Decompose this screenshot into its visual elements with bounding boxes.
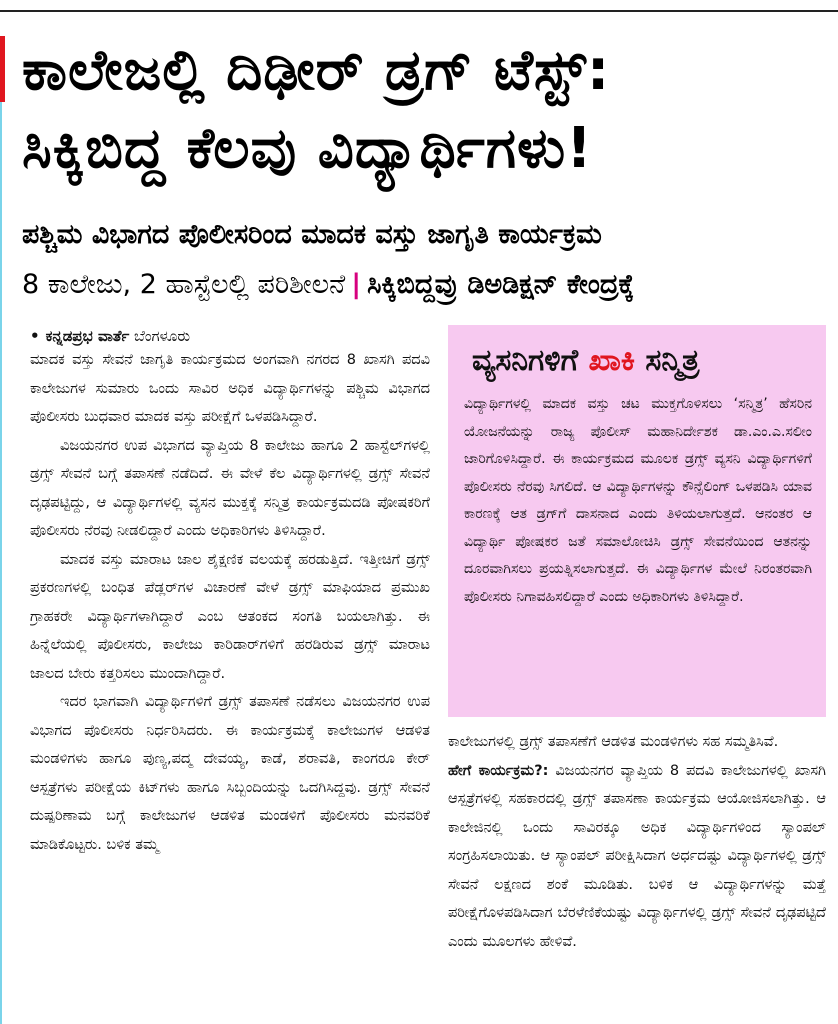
- headline-line-1: ಕಾಲೇಜಲ್ಲಿ ದಿಢೀರ್ ಡ್ರಗ್ ಟೆಸ್ಟ್:: [22, 38, 611, 103]
- subheadline-1: ಪಶ್ಚಿಮ ವಿಭಾಗದ ಪೊಲೀಸರಿಂದ ಮಾದಕ ವಸ್ತು ಜಾಗೃತಿ ಕಾರ್ಯಕ್ರಮ: [22, 219, 602, 250]
- subheadline-2-right: ಸಿಕ್ಕಿಬಿದ್ದವ್ರು ಡಿಅಡಿಕ್ಷನ್ ಕೇಂದ್ರಕ್ಕೆ: [367, 269, 635, 300]
- article-left-column: [30, 346, 430, 1022]
- section-kicker: ಹೇಗೆ ಕಾರ್ಯಕ್ರಮ?:: [448, 762, 549, 779]
- headline-accent-bar: [0, 36, 5, 102]
- article-paragraph: ಇದರ ಭಾಗವಾಗಿ ವಿದ್ಯಾರ್ಥಿಗಳಿಗೆ ಡ್ರಗ್ಸ್ ತಪಾಸಣೆ ನಡೆಸಲು ವಿಜಯನಗರ ಉಪ ವಿಭಾಗದ ಪೊಲೀಸರು ನಿರ್ಧರಿಸಿದರು. ಈ ಕಾರ್ಯಕ್ರಮಕ್ಕೆ ಕಾಲೇಜುಗಳ ಆಡಳಿತ ಮಂಡಳಿಗಳು ಹಾಗೂ ಪುಣ್ಯ,ಪದ್ಮ ದೇವಯ್ಯ, ಕಾಡೆ, ಶರಾವತಿ, ಕಾಂಗರೂ ಕೇರ್ ಆಸ್ಪತ್ರೆಗಳು ಪರೀಕ್ಷೆಯ ಕಿಟ್‌ಗಳು ಹಾಗೂ ಸಿಬ್ಬಂದಿಯನ್ನು ಒದಗಿಸಿದ್ದವು. ಡ್ರಗ್ಸ್ ಸೇವನೆ ದುಷ್ಪರಿಣಾಮ ಬಗ್ಗೆ ಕಾಲೇಜುಗಳ ಆಡಳಿತ ಮಂಡಳಿಗೆ ಪೊಲೀಸರು ಮನವರಿಕೆ ಮಾಡಿಕೊಟ್ಟರು. ಬಳಿಕ ತಮ್ಮ: [30, 694, 430, 853]
- article-paragraph: ಕಾಲೇಜುಗಳಲ್ಲಿ ಡ್ರಗ್ಸ್ ತಪಾಸಣೆಗೆ ಆಡಳಿತ ಮಂಡಳಿಗಳು ಸಹ ಸಮ್ಮತಿಸಿವೆ.: [448, 734, 779, 750]
- sidebar-title-highlight: ಖಾಕಿ: [588, 343, 635, 378]
- article-right-column: [448, 728, 826, 1022]
- byline: [30, 325, 190, 347]
- article-paragraph: ಮಾದಕ ವಸ್ತು ಸೇವನೆ ಜಾಗೃತಿ ಕಾರ್ಯಕ್ರಮದ ಅಂಗವಾಗಿ ನಗರದ 8 ಖಾಸಗಿ ಪದವಿ ಕಾಲೇಜುಗಳ ಸುಮಾರು ಒಂದು ಸಾವಿರ ಅಧಿಕ ವಿದ್ಯಾರ್ಥಿಗಳನ್ನು ಪಶ್ಚಿಮ ವಿಭಾಗದ ಪೊಲೀಸರು ಬುಧವಾರ ಮಾದಕ ವಸ್ತು ಪರೀಕ್ಷೆಗೆ ಒಳಪಡಿಸಿದ್ದಾರೆ.: [30, 352, 430, 425]
- sidebar-title-part2: ಸನ್ಮಿತ್ರ: [634, 343, 700, 378]
- section-kicker-text: ವಿಜಯನಗರ ವ್ಯಾಪ್ತಿಯ 8 ಪದವಿ ಕಾಲೇಜುಗಳಲ್ಲಿ ಖಾಸಗಿ ಆಸ್ಪತ್ರೆಗಳಲ್ಲಿ ಸಹಕಾರದಲ್ಲಿ ಡ್ರಗ್ಸ್ ತಪಾಸಣಾ ಕಾರ್ಯಕ್ರಮ ಆಯೋಜಿಸಲಾಗಿತ್ತು. ಆ ಕಾಲೇಜಿನಲ್ಲಿ ಒಂದು ಸಾವಿರಕ್ಕೂ ಅಧಿಕ ವಿದ್ಯಾರ್ಥಿಗಳಿಂದ ಸ್ಯಾಂಪಲ್ ಸಂಗ್ರಹಿಸಲಾಯಿತು. ಆ ಸ್ಯಾಂಪಲ್ ಪರೀಕ್ಷಿಸಿದಾಗ ಅರ್ಧದಷ್ಟು ವಿದ್ಯಾರ್ಥಿಗಳಲ್ಲಿ ಡ್ರಗ್ಸ್ ಸೇವನೆ ಲಕ್ಷಣದ ಶಂಕೆ ಮೂಡಿತು. ಬಳಿಕ ಆ ವಿದ್ಯಾರ್ಥಿಗಳನ್ನು ಮತ್ತೆ ಪರೀಕ್ಷೆಗೊಳಪಡಿಸಿದಾಗ ಬೆರಳೆಣಿಕೆಯಷ್ಟು ವಿದ್ಯಾರ್ಥಿಗಳಲ್ಲಿ ಡ್ರಗ್ಸ್ ಸೇವನೆ ದೃಢಪಟ್ಟಿದೆ ಎಂದು ಮೂಲಗಳು ಹೇಳಿವೆ.: [448, 762, 826, 950]
- sidebar-box-title: [472, 341, 699, 381]
- sidebar-box-body: ವಿದ್ಯಾರ್ಥಿಗಳಲ್ಲಿ ಮಾದಕ ವಸ್ತು ಚಟ ಮುಕ್ತಗೊಳಿಸಲು ‘ಸನ್ಮಿತ್ರ’ ಹೆಸರಿನ ಯೋಜನೆಯನ್ನು ರಾಜ್ಯ ಪೊಲೀಸ್ ಮಹಾನಿರ್ದೇಶಕ ಡಾ.ಎಂ.ಎ.ಸಲೀಂ ಜಾರಿಗೊಳಿಸಿದ್ದಾರೆ. ಈ ಕಾರ್ಯಕ್ರಮದ ಮೂಲಕ ಡ್ರಗ್ಸ್ ವ್ಯಸನಿ ವಿದ್ಯಾರ್ಥಿಗಳಿಗೆ ಪೊಲೀಸರು ನೆರವು ಸಿಗಲಿದೆ. ಆ ವಿದ್ಯಾರ್ಥಿಗಳನ್ನು ಕೌನ್ಸೆಲಿಂಗ್ ಒಳಪಡಿಸಿ ಯಾವ ಕಾರಣಕ್ಕೆ ಆತ ಡ್ರಗ್‌ಗೆ ದಾಸನಾದ ಎಂದು ತಿಳಿಯಲಾಗುತ್ತದೆ. ಆನಂತರ ಆ ವಿದ್ಯಾರ್ಥಿ ಪೋಷಕರ ಜತೆ ಸಮಾಲೋಚಿಸಿ ಡ್ರಗ್ಸ್ ಸೇವನೆಯಿಂದ ಆತನನ್ನು ದೂರವಾಗಿಸಲು ಪ್ರಯತ್ನಿಸಲಾಗುತ್ತದೆ. ಈ ವಿದ್ಯಾರ್ಥಿಗಳ ಮೇಲೆ ನಿರಂತರವಾಗಿ ಪೊಲೀಸರು ನಿಗಾವಹಿಸಲಿದ್ದಾರೆ ಎಂದು ಅಧಿಕಾರಿಗಳು ತಿಳಿಸಿದ್ದಾರೆ.: [464, 396, 812, 605]
- headline-line-2: ಸಿಕ್ಕಿಬಿದ್ದ ಕೆಲವು ವಿದ್ಯಾರ್ಥಿಗಳು!: [22, 116, 593, 181]
- article-paragraph: ವಿಜಯನಗರ ಉಪ ವಿಭಾಗದ ವ್ಯಾಪ್ತಿಯ 8 ಕಾಲೇಜು ಹಾಗೂ 2 ಹಾಸ್ಟೆಲ್‌ಗಳಲ್ಲಿ ಡ್ರಗ್ಸ್ ಸೇವನೆ ಬಗ್ಗೆ ತಪಾಸಣೆ ನಡೆದಿದೆ. ಈ ವೇಳೆ ಕೆಲ ವಿದ್ಯಾರ್ಥಿಗಳಲ್ಲಿ ಡ್ರಗ್ಸ್ ಸೇವನೆ ದೃಢಪಟ್ಟಿದ್ದು, ಆ ವಿದ್ಯಾರ್ಥಿಗಳಲ್ಲಿ ವ್ಯಸನ ಮುಕ್ತಕ್ಕೆ ಸನ್ಮಿತ್ರ ಕಾರ್ಯಕ್ರಮದಡಿ ಪೋಷಕರಿಗೆ ಪೊಲೀಸರು ನೆರವು ನೀಡಲಿದ್ದಾರೆ ಎಂದು ಅಧಿಕಾರಿಗಳು ತಿಳಿಸಿದ್ದಾರೆ.: [30, 437, 430, 539]
- article-paragraph: ಮಾದಕ ವಸ್ತು ಮಾರಾಟ ಜಾಲ ಶೈಕ್ಷಣಿಕ ವಲಯಕ್ಕೆ ಹರಡುತ್ತಿದೆ. ಇತ್ತೀಚಿಗೆ ಡ್ರಗ್ಸ್ ಪ್ರಕರಣಗಳಲ್ಲಿ ಬಂಧಿತ ಪೆಡ್ಲರ್‌ಗಳ ವಿಚಾರಣೆ ವೇಳೆ ಡ್ರಗ್ಸ್ ಮಾಫಿಯಾದ ಪ್ರಮುಖ ಗ್ರಾಹಕರೇ ವಿದ್ಯಾರ್ಥಿಗಳಾಗಿದ್ದಾರೆ ಎಂಬ ಆತಂಕದ ಸಂಗತಿ ಬಯಲಾಗಿತ್ತು. ಈ ಹಿನ್ನೆಲೆಯಲ್ಲಿ ಪೊಲೀಸರು, ಕಾಲೇಜು ಕಾರಿಡಾರ್‌ಗಳಿಗೆ ಹರಡಿರುವ ಡ್ರಗ್ಸ್ ಮಾರಾಟ ಜಾಲದ ಬೇರು ಕತ್ತರಿಸಲು ಮುಂದಾಗಿದ್ದಾರೆ.: [30, 551, 430, 682]
- byline-place: ಬೆಂಗಳೂರು: [134, 327, 191, 345]
- byline-source: ಕನ್ನಡಪ್ರಭ ವಾರ್ತೆ: [45, 327, 130, 345]
- subheadline-2-left: 8 ಕಾಲೇಜು, 2 ಹಾಸ್ಟೆಲಲ್ಲಿ ಪರಿಶೀಲನೆ: [22, 269, 346, 300]
- bullet-icon: •: [30, 327, 40, 345]
- subheadline-2: [22, 268, 634, 302]
- sidebar-title-part1: ವ್ಯಸನಿಗಳಿಗೆ: [472, 343, 589, 378]
- page-edge-line: [0, 102, 2, 1024]
- sidebar-box: [448, 325, 826, 717]
- article-paragraph: [448, 757, 826, 957]
- subheadline-separator: |: [351, 269, 362, 300]
- top-rule: [0, 10, 838, 12]
